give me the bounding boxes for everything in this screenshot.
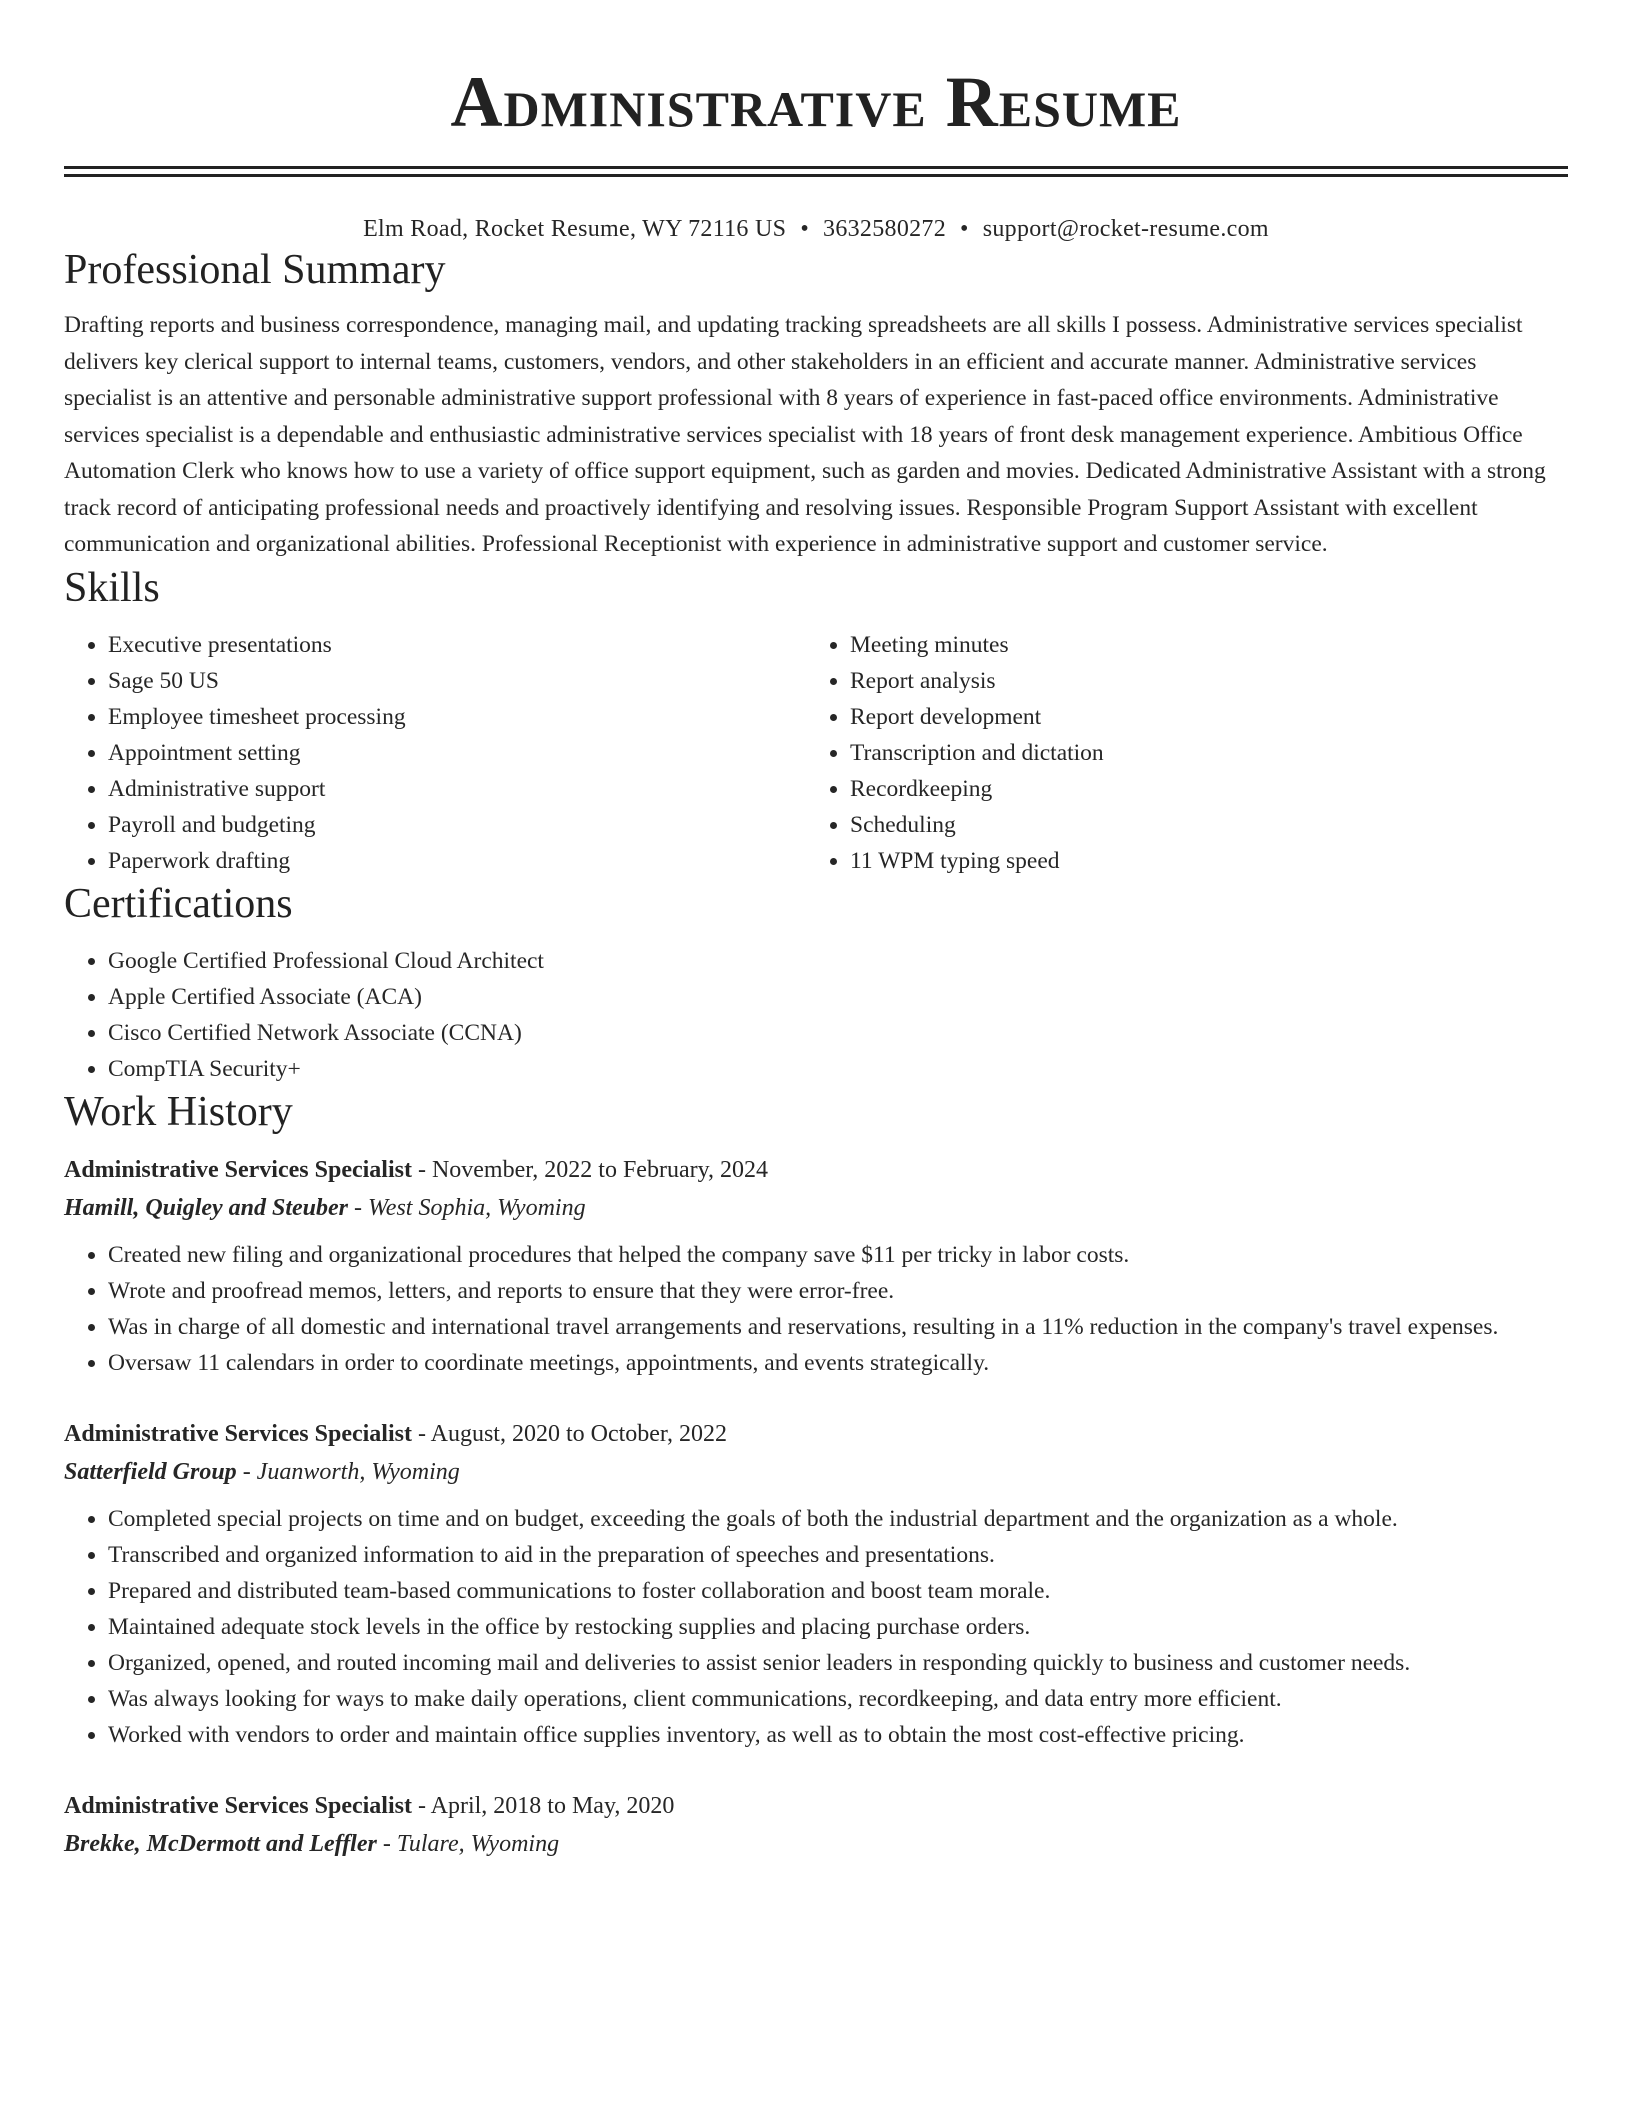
certifications-list [64, 943, 1568, 1087]
list-item: • Cisco Certified Network Associate (CCNA) [108, 1015, 1568, 1051]
contact-address: Elm Road, Rocket Resume, WY 72116 US [363, 216, 787, 242]
job-company: Hamill, Quigley and Steuber [64, 1194, 349, 1221]
title-rule-bottom [64, 174, 1568, 177]
list-item: • Paperwork drafting [108, 843, 806, 879]
contact-email: support@rocket-resume.com [982, 216, 1269, 242]
list-item: • Recordkeeping [850, 771, 1548, 807]
list-item: • Report analysis [850, 663, 1548, 699]
job-location: - Juanworth, Wyoming [236, 1458, 460, 1485]
job-title: Administrative Services Specialist [64, 1792, 412, 1819]
list-item: • Transcription and dictation [850, 735, 1548, 771]
job-location: - Tulare, Wyoming [376, 1830, 560, 1857]
list-item: • 11 WPM typing speed [850, 843, 1548, 879]
job-title-line [64, 1787, 1568, 1825]
list-item: • Apple Certified Associate (ACA) [108, 979, 1568, 1015]
job-dates: - April, 2018 to May, 2020 [411, 1792, 675, 1819]
list-item: • Transcribed and organized information to aid in the preparation of speeches and presentations. [108, 1537, 1568, 1573]
list-item: • Executive presentations [108, 627, 806, 663]
list-item: • Employee timesheet processing [108, 699, 806, 735]
list-item: • Was in charge of all domestic and international travel arrangements and reservations, resulting in a 11% reduction in the company's travel expenses. [108, 1309, 1568, 1345]
skills-heading: Skills [64, 564, 160, 611]
job-bullets [64, 1237, 1568, 1381]
list-item: • Payroll and budgeting [108, 807, 806, 843]
job-dates: - August, 2020 to October, 2022 [411, 1420, 727, 1447]
list-item: • Organized, opened, and routed incoming mail and deliveries to assist senior leaders in responding quickly to business and customer needs. [108, 1645, 1568, 1681]
list-item: • Maintained adequate stock levels in the office by restocking supplies and placing purchase orders. [108, 1609, 1568, 1645]
skills-column-right [806, 627, 1548, 879]
list-item: • Appointment setting [108, 735, 806, 771]
skills-column-left [64, 627, 806, 879]
job-title-line [64, 1415, 1568, 1453]
job-company-line [64, 1453, 1568, 1491]
summary-heading: Professional Summary [64, 247, 446, 293]
list-item: • Worked with vendors to order and maintain office supplies inventory, as well as to obtain the most cost-effective pricing. [108, 1717, 1568, 1753]
job-title: Administrative Services Specialist [64, 1420, 412, 1447]
job-title-line [64, 1151, 1568, 1189]
job-location: - West Sophia, Wyoming [348, 1194, 586, 1221]
contact-separator: • [800, 216, 810, 242]
skills-grid [64, 627, 1568, 879]
list-item: • Was always looking for ways to make daily operations, client communications, recordkeeping, and data entry more efficient. [108, 1681, 1568, 1717]
job-entry [64, 1151, 1568, 1381]
list-item: • Google Certified Professional Cloud Architect [108, 943, 1568, 979]
contact-phone: 3632580272 [823, 216, 947, 242]
list-item: • Created new filing and organizational procedures that helped the company save $11 per tricky in labor costs. [108, 1237, 1568, 1273]
job-entry [64, 1415, 1568, 1753]
list-item: • Report development [850, 699, 1548, 735]
title-rule-top [64, 166, 1568, 169]
list-item: • Administrative support [108, 771, 806, 807]
contact-separator: • [960, 216, 969, 242]
skills-list-left [64, 627, 806, 879]
certifications-heading: Certifications [64, 880, 293, 927]
list-item: • CompTIA Security+ [108, 1051, 1568, 1087]
job-company: Satterfield Group [64, 1458, 237, 1485]
list-item: • Meeting minutes [850, 627, 1548, 663]
summary-text: Drafting reports and business correspondence, managing mail, and updating tracking spreadsheets are all skills I possess. Administrative services specialist delivers key clerical support to internal teams, customers, vendors, and other stakeholders in an efficient and accurate manner. Administrative services specialist is an attentive and personable administrative support professional with 8 years of experience in fast-paced office environments. Administrative services specialist is a dependable and enthusiastic administrative services specialist with 18 years of front desk management experience. Ambitious Office Automation Clerk who knows how to use a variety of office support equipment, such as garden and movies. Dedicated Administrative Assistant with a strong track record of anticipating professional needs and proactively identifying and resolving issues. Responsible Program Support Assistant with excellent communication and organizational abilities. Professional Receptionist with experience in administrative support and customer service. [64, 312, 1546, 557]
job-entry [64, 1787, 1568, 1863]
resume-title: Administrative Resume [450, 62, 1182, 142]
skills-list-right [806, 627, 1548, 879]
job-company-line [64, 1825, 1568, 1863]
list-item: • Wrote and proofread memos, letters, and reports to ensure that they were error-free. [108, 1273, 1568, 1309]
list-item: • Completed special projects on time and on budget, exceeding the goals of both the industrial department and the organization as a whole. [108, 1501, 1568, 1537]
list-item: • Sage 50 US [108, 663, 806, 699]
work-history-heading: Work History [64, 1088, 293, 1135]
list-item: • Prepared and distributed team-based communications to foster collaboration and boost team morale. [108, 1573, 1568, 1609]
list-item: • Scheduling [850, 807, 1548, 843]
job-title: Administrative Services Specialist [64, 1156, 412, 1183]
work-history-list [64, 1151, 1568, 1863]
job-bullets [64, 1501, 1568, 1753]
contact-line [64, 213, 1568, 245]
job-company-line [64, 1189, 1568, 1227]
job-company: Brekke, McDermott and Leffler [64, 1830, 377, 1857]
list-item: • Oversaw 11 calendars in order to coordinate meetings, appointments, and events strategically. [108, 1345, 1568, 1381]
job-dates: - November, 2022 to February, 2024 [411, 1156, 769, 1183]
